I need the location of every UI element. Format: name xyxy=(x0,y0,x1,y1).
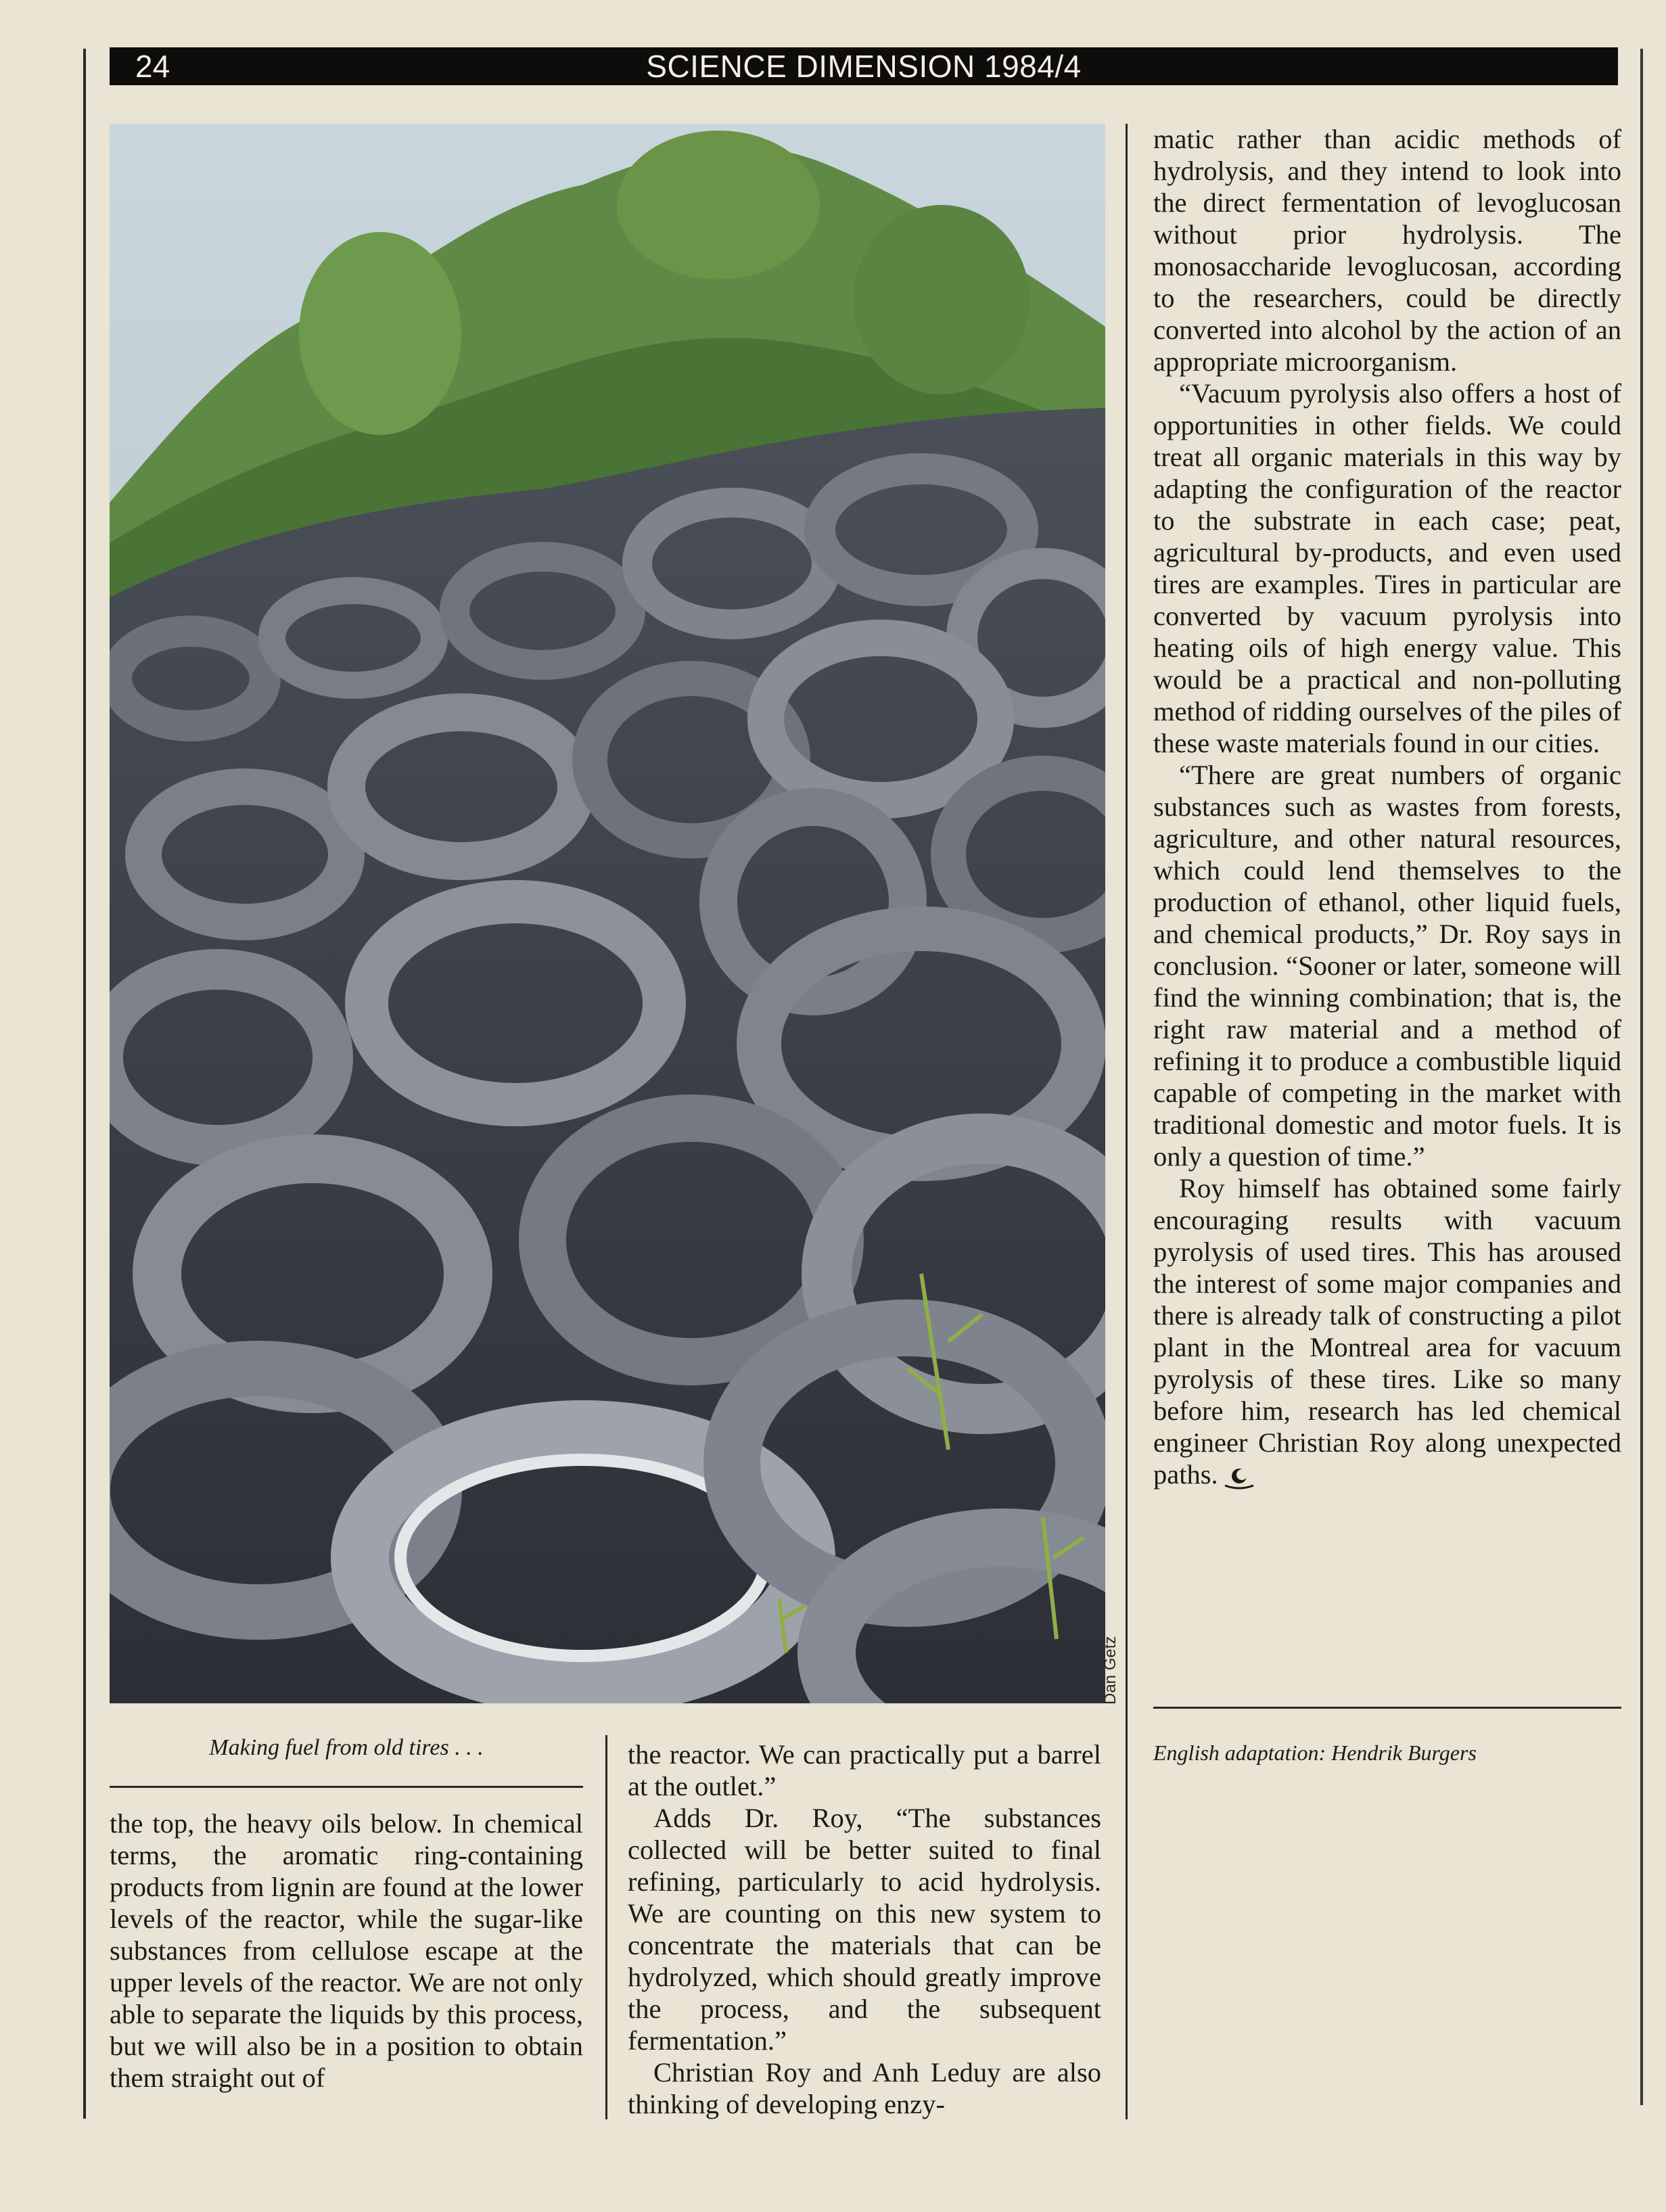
paragraph: Christian Roy and Anh Leduy are also thinking of developing enzy- xyxy=(628,2057,1101,2119)
paragraph: the reactor. We can practically put a barrel at the outlet.” xyxy=(628,1739,1101,1801)
paragraph: Adds Dr. Roy, “The substances collected will be better suited to final refining, particularly to acid hydrolysis. We are counting on this new system to concentrate the materials that can be hydrolyzed, which should greatly improve the process, and the subsequent fermentation.” xyxy=(628,1803,1101,2056)
paragraph: the top, the heavy oils below. In chemical terms, the aromatic ring-containing products from lignin are found at the lower levels of the reactor, while the sugar-like substances from cellulose escape at the upper levels of the reactor. We are not only able to separate the liquids by this process, but we will also be in a position to obtain them straight out of xyxy=(110,1808,583,2093)
column-rule-middle xyxy=(605,1735,607,2119)
paragraph-text: Roy himself has obtained some fairly encouraging results with vacuum pyrolysis of used tires. This has aroused the interest of some major companies and there is already talk of constructing a pilot plant in the Montreal area for vacuum pyrolysis of these tires. Like so many before him, research has led chemical engineer Christian Roy along unexpected paths. xyxy=(1153,1173,1621,1490)
running-header xyxy=(110,47,1618,85)
publication-title: SCIENCE DIMENSION 1984/4 xyxy=(646,49,1082,84)
photo-caption: Making fuel from old tires . . . xyxy=(209,1735,484,1760)
column-rule-right xyxy=(1126,124,1128,2119)
end-mark-icon xyxy=(1222,1465,1256,1490)
photo-credit: Dan Getz xyxy=(1101,1636,1119,1705)
adaptation-rule xyxy=(1153,1707,1621,1709)
tire-pile-photo xyxy=(110,124,1105,1703)
final-paragraph xyxy=(1153,1172,1621,1490)
paragraph: “There are great numbers of organic substances such as wastes from forests, agriculture, and other natural resources, which could lend themselves to the production of ethanol, other liquid fuels, and chemical products,” Dr. Roy says in conclusion. “Sooner or later, someone will find the winning combination; that is, the right raw material and a method of refining it to produce a combustible liquid capable of competing in the market with traditional domestic and motor fuels. It is only a question of time.” xyxy=(1153,760,1621,1172)
page-number: 24 xyxy=(135,49,170,84)
caption-rule xyxy=(110,1786,583,1788)
paragraph: matic rather than acidic methods of hydrolysis, and they intend to look into the direct fermentation of levoglucosan without prior hydrolysis. The monosaccharide levoglucosan, according to the researchers, could be directly converted into alcohol by the action of an appropriate microorganism. xyxy=(1153,124,1621,377)
article-column-right xyxy=(1153,123,1621,1490)
adaptation-credit: English adaptation: Hendrik Burgers xyxy=(1153,1741,1477,1765)
paragraph: “Vacuum pyrolysis also offers a host of opportunities in other fields. We could treat all organic materials in this way by adapting the configuration of the reactor to the substrate in each case; peat, agricultural by-products, and even used tires are examples. Tires in particular are converted by vacuum pyrolysis into heating oils of high energy value. This would be a practical and non-polluting method of ridding ourselves of the piles of these waste materials found in our cities. xyxy=(1153,378,1621,758)
page-edge-right xyxy=(1640,49,1643,2105)
page-edge-left xyxy=(83,49,86,2119)
article-column-middle xyxy=(628,1738,1101,2120)
article-column-left xyxy=(110,1807,583,2094)
